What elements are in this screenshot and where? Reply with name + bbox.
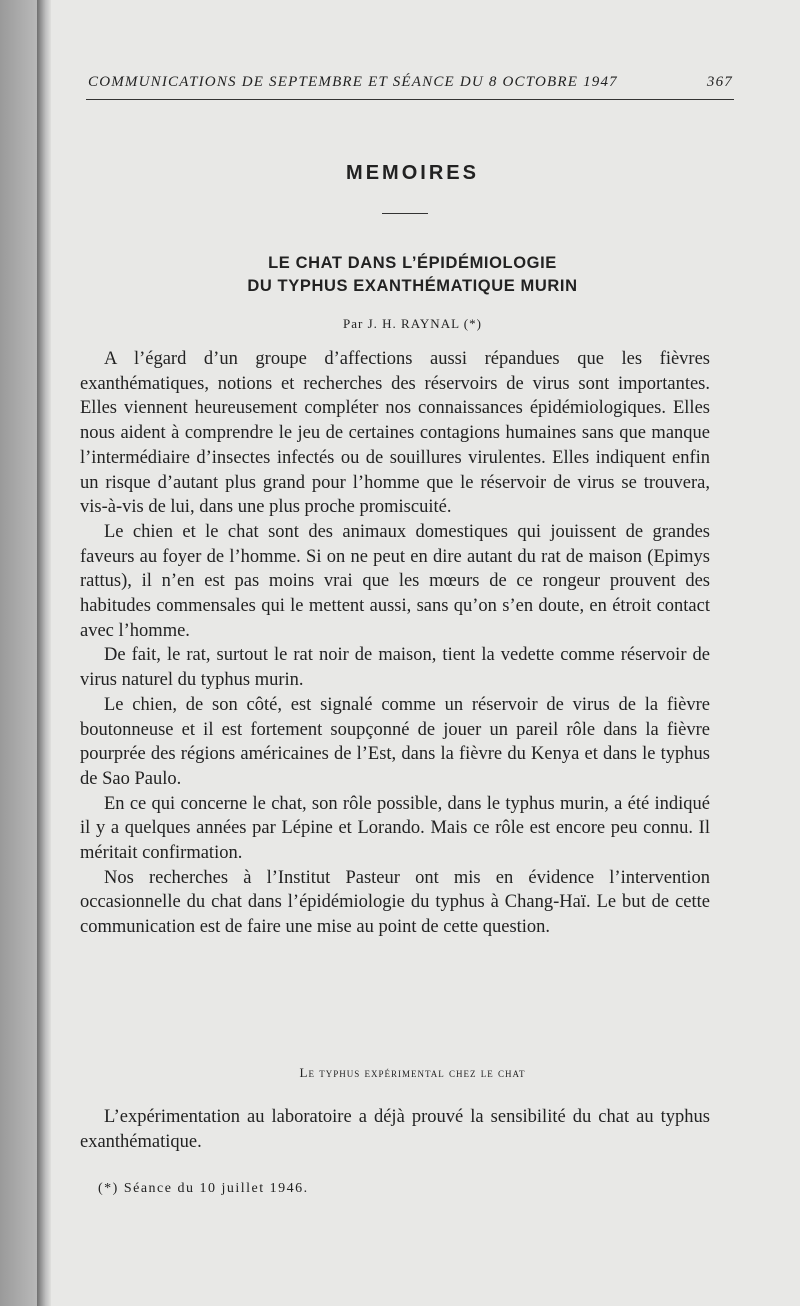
paragraph: Le chien et le chat sont des animaux domestiques qui jouissent de grandes faveurs au foyer de l’homme. Si on ne peut en dire autant du rat de maison (Epimys rattus), il n’en est pas moins vrai que les mœurs de ce rongeur prouvent des habitudes commensales qui le mettent aussi, sans qu’on s’en doute, en étroit contact avec l’homme. (80, 521, 710, 641)
running-head (88, 74, 733, 91)
article-body (80, 347, 710, 940)
article-title (0, 252, 800, 298)
section-rule (382, 213, 428, 214)
page-edge (0, 0, 37, 1306)
article-byline: Par J. H. RAYNAL (*) (343, 316, 482, 331)
paragraph: L’expérimentation au laboratoire a déjà prouvé la sensibilité du chat au typhus exanthématique. (80, 1107, 710, 1152)
page-number: 367 (706, 74, 733, 90)
header-rule (86, 99, 734, 100)
paragraph: En ce qui concerne le chat, son rôle possible, dans le typhus murin, a été indiqué il y a quelques années par Lépine et Lorando. Mais ce rôle est encore peu connu. Il méritait confirmation. (80, 793, 710, 864)
paragraph: De fait, le rat, surtout le rat noir de maison, tient la vedette comme réservoir de virus naturel du typhus murin. (80, 645, 710, 691)
section-heading: MEMOIRES (346, 162, 479, 184)
article-body-continued (80, 1105, 710, 1154)
footnote: (*) Séance du 10 juillet 1946. (98, 1181, 309, 1196)
paragraph: Nos recherches à l’Institut Pasteur ont mis en évidence l’intervention occasionnelle du chat dans l’épidémiologie du typhus à Chang-Haï. Le but de cette communication est de faire une mise au point de cette question. (80, 867, 710, 938)
book-fold-shadow (37, 0, 51, 1306)
paragraph: A l’égard d’un groupe d’affections aussi répandues que les fièvres exanthématiques, notions et recherches des réservoirs de virus sont importantes. Elles viennent heureusement compléter nos connaissances épidémiologiques. Elles nous aident à comprendre le jeu de certaines contagions humaines sans que manque l’intermédiaire d’insectes infectés ou de souillures virulentes. Elles indiquent enfin un risque d’autant plus grand pour l’homme que le réservoir de virus se trouvera, vis-à-vis de lui, dans une plus proche promiscuité. (80, 349, 710, 518)
running-head-title: COMMUNICATIONS DE SEPTEMBRE ET SÉANCE DU 8 OCTOBRE 1947 (88, 74, 618, 90)
paragraph: Le chien, de son côté, est signalé comme un réservoir de virus de la fièvre boutonneuse et il est fortement soupçonné de jouer un pareil rôle dans la fièvre pourprée des régions américaines de l’Est, dans la fièvre du Kenya et dans le typhus de Sao Paulo. (80, 694, 710, 789)
article-title-line-1: LE CHAT DANS L’ÉPIDÉMIOLOGIE (268, 254, 557, 272)
article-title-line-2: DU TYPHUS EXANTHÉMATIQUE MURIN (247, 277, 578, 295)
subsection-title: Le typhus expérimental chez le chat (299, 1065, 526, 1080)
